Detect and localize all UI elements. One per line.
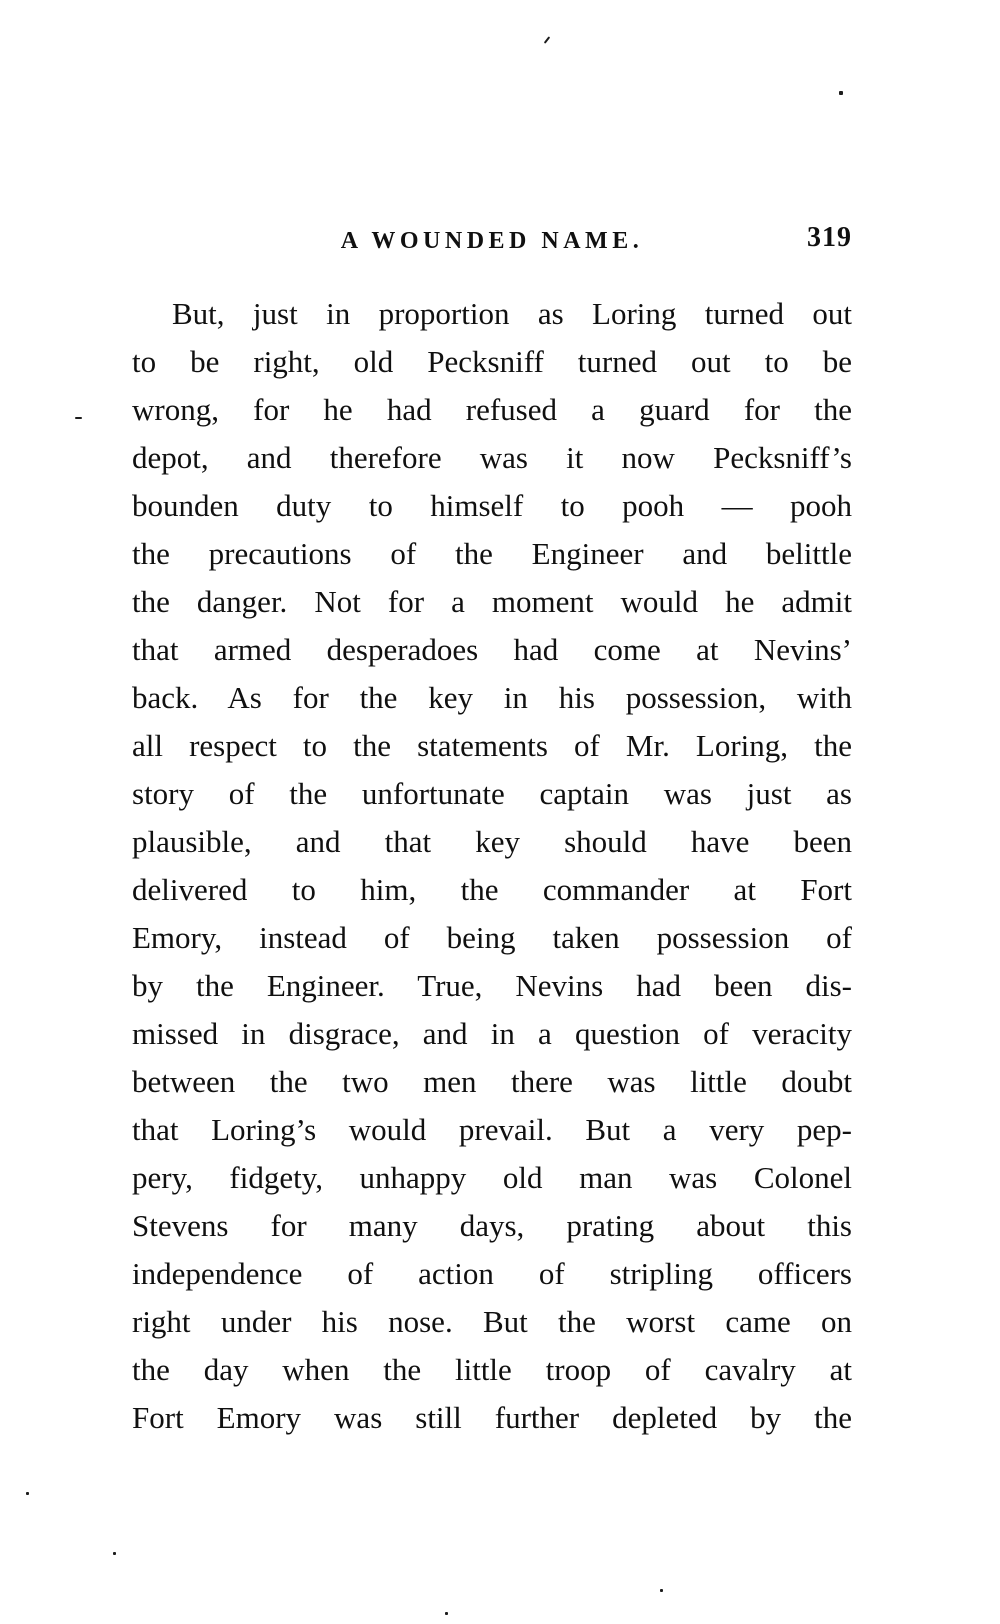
text-line: that Loring’s would prevail. But a very pep- [132, 1112, 852, 1147]
text-line: the day when the little troop of cavalry at [132, 1352, 852, 1387]
text-line: Stevens for many days, prating about this [132, 1208, 852, 1243]
scan-speck [839, 91, 843, 95]
text-line: wrong, for he had refused a guard for the [132, 392, 852, 427]
scan-speck [26, 1492, 29, 1495]
page-number: 319 [807, 222, 852, 253]
text-line: Emory, instead of being taken possession of [132, 920, 852, 955]
text-line: depot, and therefore was it now Pecksniff’s [132, 440, 852, 475]
scan-speck [113, 1552, 116, 1555]
scan-speck [445, 1612, 448, 1615]
page-body [132, 290, 852, 1442]
text-line: the precautions of the Engineer and belittle [132, 536, 852, 571]
text-line: Fort Emory was still further depleted by the [132, 1400, 852, 1435]
text-line: independence of action of stripling officers [132, 1256, 852, 1291]
text-line: that armed desperadoes had come at Nevins’ [132, 632, 852, 667]
text-line: pery, fidgety, unhappy old man was Colonel [132, 1160, 852, 1195]
scan-speck [544, 36, 551, 44]
text-line: missed in disgrace, and in a question of veracity [132, 1016, 852, 1051]
text-line: the danger. Not for a moment would he admit [132, 584, 852, 619]
text-line: back. As for the key in his possession, with [132, 680, 852, 715]
text-line: to be right, old Pecksniff turned out to be [132, 344, 852, 379]
text-line: delivered to him, the commander at Fort [132, 872, 852, 907]
text-line: plausible, and that key should have been [132, 824, 852, 859]
running-title: A WOUNDED NAME. [340, 228, 644, 254]
text-line: But, just in proportion as Loring turned out [172, 296, 852, 331]
text-line: story of the unfortunate captain was just as [132, 776, 852, 811]
text-line: between the two men there was little doubt [132, 1064, 852, 1099]
text-line: bounden duty to himself to pooh — pooh [132, 488, 852, 523]
text-line: by the Engineer. True, Nevins had been dis- [132, 968, 852, 1003]
text-line: all respect to the statements of Mr. Loring, the [132, 728, 852, 763]
scan-speck [660, 1589, 663, 1592]
page-header [132, 222, 852, 262]
scan-speck [75, 417, 82, 419]
text-line: right under his nose. But the worst came on [132, 1304, 852, 1339]
